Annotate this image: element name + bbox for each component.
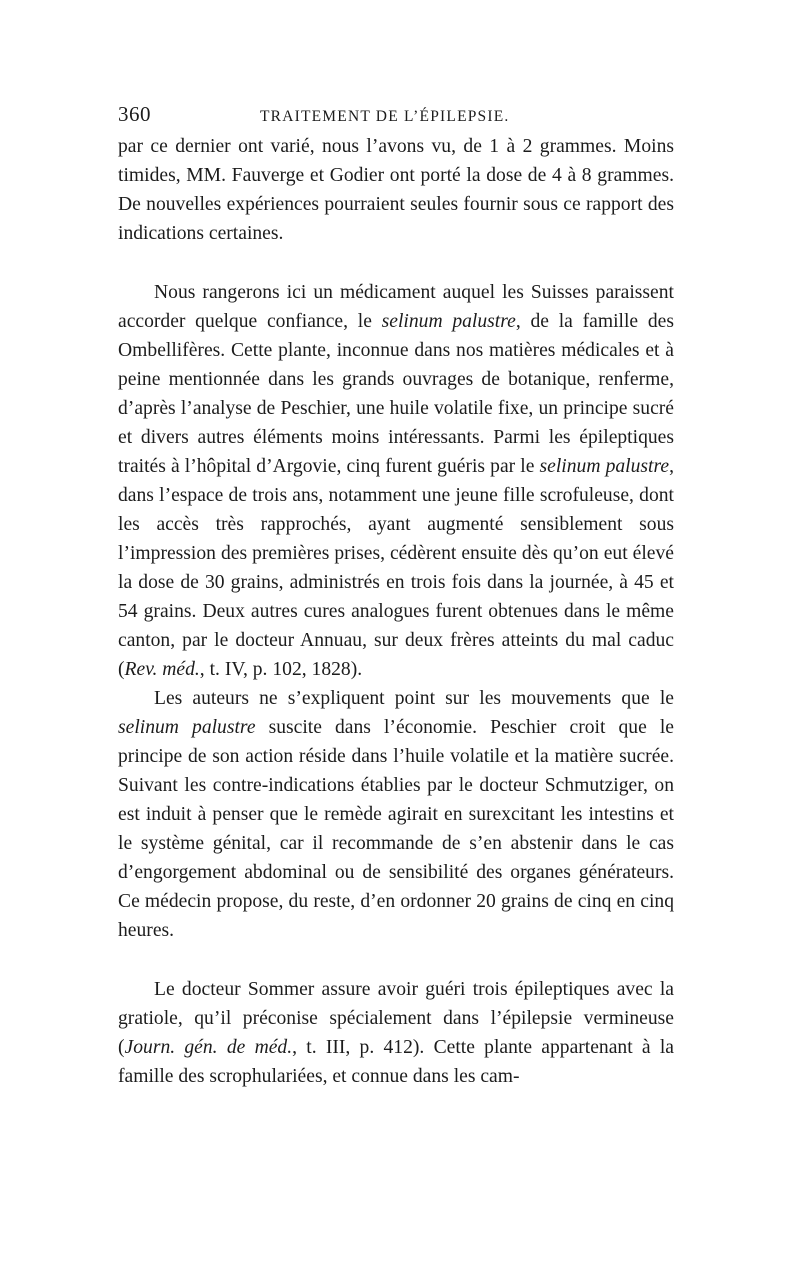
book-page <box>118 98 674 1091</box>
text-run: , de la famille des Ombellifères. Cette plante, inconnue dans nos matières médicales et à peine mentionnée dans les grands ouvrages de botanique, renferme, d’après l’analyse de Peschier, une huile volatile fixe, un principe sucré et divers autres éléments moins intéressants. Parmi les épileptiques traités à l’hôpital d’Argovie, cinq furent guéris par le <box>118 311 674 477</box>
text-run: Nous rangerons ici un médicament auquel les Suisses paraissent accorder quelque confiance, le <box>118 282 674 332</box>
text-run: suscite dans l’économie. Peschier croit que le principe de son action réside dans l’huile volatile et la matière sucrée. Suivant les contre-indications établies par le docteur Schmutziger, on est induit à penser que le remède agirait en surexcitant les intestins et le système génital, car il recommande de s’en abstenir dans le cas d’engorgement abdominal ou de sensibilité des organes générateurs. Ce médecin propose, du reste, d’en ordonner 20 grains de cinq en cinq heures. <box>118 717 674 941</box>
italic-citation: Journ. gén. de méd. <box>124 1037 293 1058</box>
running-title: TRAITEMENT DE L’ÉPILEPSIE. <box>260 108 510 125</box>
running-head <box>118 98 674 130</box>
italic-plant-name: selinum palustre <box>381 311 516 332</box>
text-run: Le docteur Sommer assure avoir guéri trois épileptiques avec la gratiole, qu’il préconise spécialement dans l’épilepsie vermineuse ( <box>118 979 674 1058</box>
text-run: , t. IV, p. 102, 1828). <box>199 659 363 680</box>
text-run: , t. III, p. 412). Cette plante appartenant à la famille des scrophulariées, et connue dans les cam- <box>118 1037 674 1087</box>
paragraph-gratiole <box>118 975 674 1091</box>
text-run: , dans l’espace de trois ans, notamment une jeune fille scrofuleuse, dont les accès très rapprochés, ayant augmenté sensiblement sous l’impression des premières prises, cédèrent ensuite dès qu’on eut élevé la dose de 30 grains, administrés en trois fois dans la journée, à 45 et 54 grains. Deux autres cures analogues furent obtenues dans le même canton, par le docteur Annuau, sur deux frères atteints du mal caduc ( <box>118 456 674 680</box>
paragraph-continuation: par ce dernier ont varié, nous l’avons vu, de 1 à 2 grammes. Moins timides, MM. Fauverge et Godier ont porté la dose de 4 à 8 grammes. De nouvelles expériences pourraient seules fournir sous ce rapport des indications certaines. <box>118 136 674 244</box>
italic-plant-name: selinum palustre <box>118 717 256 738</box>
paragraph-mode-of-action <box>118 684 674 945</box>
page-number: 360 <box>118 102 151 126</box>
text-run: Les auteurs ne s’expliquent point sur les mouvements que le <box>154 688 674 709</box>
paragraph-selinum-palustre <box>118 278 674 684</box>
italic-citation: Rev. méd. <box>124 659 200 680</box>
italic-plant-name: selinum palustre <box>539 456 670 477</box>
